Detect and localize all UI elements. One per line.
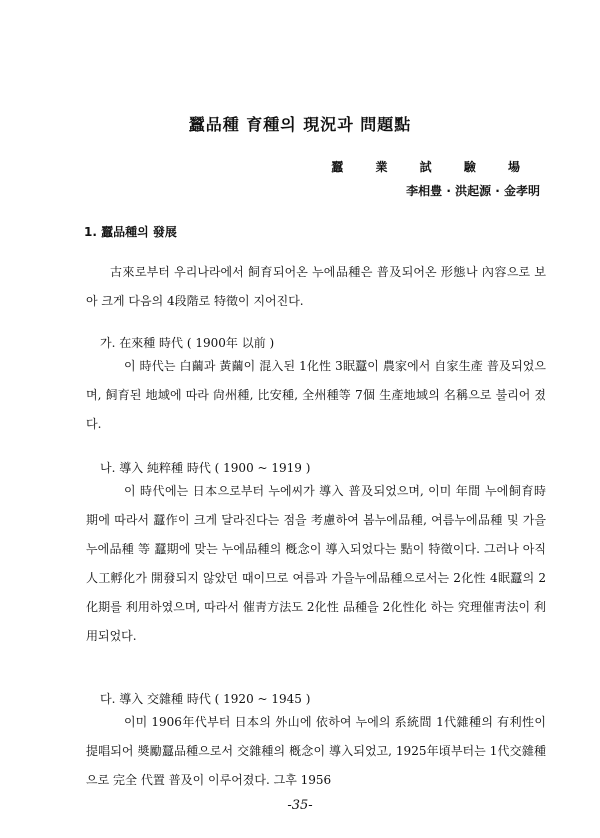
author-list: 李相豊 · 洪起源 · 金孝明 [406, 184, 540, 198]
subsection-body-da: 이미 1906年代부터 日本의 外山에 依하여 누에의 系統間 1代雜種의 有利性이 提唱되어 奬勵蠶品種으로서 交雜種의 槪念이 導入되었고, 1925年頃부터는 1代交雜種으로 完全 代置 普及이 이루어졌다. 그후 1956 [86, 715, 546, 787]
page-number: -35- [287, 798, 313, 813]
section-intro: 古來로부터 우리나라에서 飼育되어온 누에品種은 普及되어온 形態나 內容으로 보아 크게 다음의 4段階로 特徵이 지어진다. [86, 265, 546, 308]
subsection-heading-ga: 가. 在來種 時代 ( 1900年 以前 ) [100, 336, 275, 350]
institution: 蠶 業 試 驗 場 [331, 160, 534, 174]
subsection-body-na: 이 時代에는 日本으로부터 누에씨가 導入 普及되었으며, 이미 年間 누에飼育時期에 따라서 蠶作이 크게 달라진다는 점을 考慮하여 봄누에品種, 여름누에品種 및 가을누에品種 等 蠶期에 맞는 누에品種의 槪念이 導入되었다는 點이 特徵이다. 그러나 아직 人工孵化가 開發되지 않았던 때이므로 여름과 가을누에品種으로서는 2化性 4眠蠶의 2化期를 利用하였으며, 따라서 催靑方法도 2化性 品種을 2化性化 하는 究理催靑法이 利用되었다. [86, 484, 546, 643]
subsection-heading-da: 다. 導入 交雜種 時代 ( 1920 ~ 1945 ) [100, 692, 311, 706]
subsection-heading-na: 나. 導入 純粹種 時代 ( 1900 ~ 1919 ) [100, 461, 311, 475]
section-heading: 1. 蠶品種의 發展 [84, 225, 177, 239]
subsection-body-ga: 이 時代는 白繭과 黃繭이 混入된 1化性 3眠蠶이 農家에서 自家生產 普及되었으며, 飼育된 地域에 따라 尙州種, 比安種, 全州種等 7個 生產地域의 名稱으로 불리어 졌다. [86, 359, 546, 431]
paper-title: 蠶品種 育種의 現況과 問題點 [188, 115, 412, 134]
